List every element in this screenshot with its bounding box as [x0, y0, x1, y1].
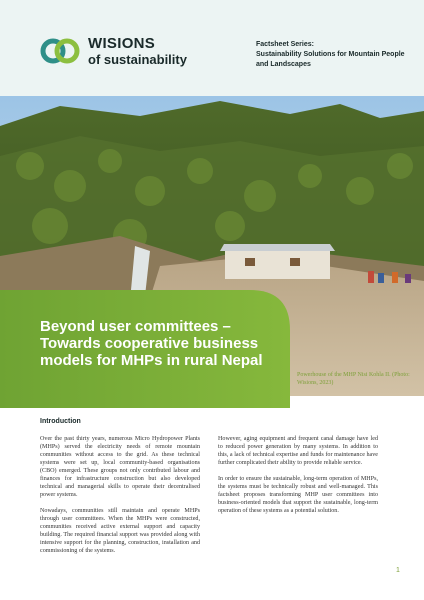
right-column: [218, 435, 378, 523]
series-label: Factsheet Series:: [256, 41, 314, 48]
photo-caption: Powerhouse of the MHP Nisi Kohla II. (Photo: Wisions, 2023): [297, 372, 410, 386]
series-subtitle: Sustainability Solutions for Mountain People and Landscapes: [256, 51, 405, 68]
document-title: Beyond user committees – Towards cooperative business models for MHPs in rural Nepal: [40, 318, 263, 369]
paragraph: In order to ensure the sustainable, long-term operation of MHPs, the systems must be technically robust and well-managed. This factsheet proposes transforming MHP user committees into business-oriented models that support the sustainable, long-term operation of these systems as a potential solution.: [218, 476, 378, 514]
paragraph: Nowadays, communities still maintain and operate MHPs through user committees. When the MHPs were constructed, communities received active external support and capacity building. The required financial support was provided along with intensive support for the planning, construction, installation and commissioning of the systems.: [40, 508, 200, 554]
brand-tagline: of sustainability: [88, 52, 187, 67]
brand-name: WISIONS: [88, 35, 156, 52]
series-block: [256, 40, 416, 70]
left-column: [40, 435, 200, 563]
wisions-logo-icon: [40, 36, 80, 66]
paragraph: Over the past thirty years, numerous Micro Hydropower Plants (MHPs) served the electricity needs of remote mountain communities without access to the grid. As these technical systems were set up, local community-based organisations (CBO) emerged. These groups not only contributed labour and finances for infrastructure construction but also developed technical and managerial skills to operate their decentralised power systems.: [40, 436, 200, 498]
paragraph: However, aging equipment and frequent canal damage have led to reduced power generation by many systems. In addition to this, a lack of technical expertise and funds for maintenance have further complicated their ability to provide reliable service.: [218, 436, 378, 466]
section-heading: Introduction: [40, 418, 81, 425]
powerhouse-shape: [220, 244, 335, 279]
page-number: 1: [396, 567, 400, 574]
